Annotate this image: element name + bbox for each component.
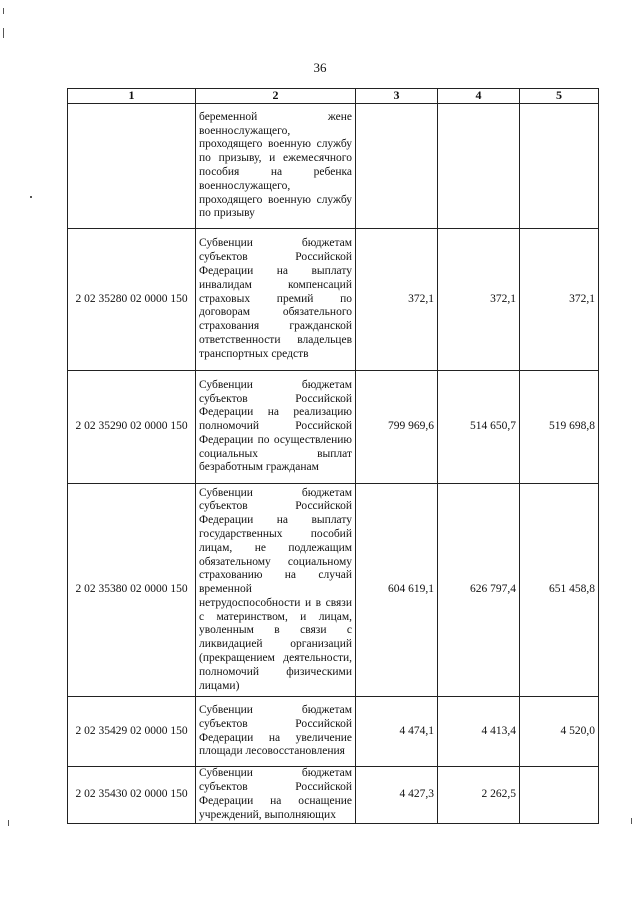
budget-code [68, 104, 196, 229]
table-row [68, 229, 599, 371]
value-col-4: 4 413,4 [438, 697, 520, 767]
value-col-3: 799 969,6 [356, 371, 438, 484]
value-col-3: 4 427,3 [356, 767, 438, 824]
value-col-4: 514 650,7 [438, 371, 520, 484]
scan-speck [3, 8, 4, 14]
page-number: 36 [313, 60, 327, 75]
value-col-3 [356, 104, 438, 229]
value-col-5: 4 520,0 [520, 697, 599, 767]
budget-table [67, 88, 599, 824]
row-description: Субвенции бюджетам субъектов Российской Федерации на увеличение площади лесовосстановления [199, 703, 352, 758]
scan-speck [631, 818, 632, 824]
value-col-4: 372,1 [438, 229, 520, 371]
table-row [68, 767, 599, 824]
column-header: 4 [438, 89, 520, 104]
value-col-3: 4 474,1 [356, 697, 438, 767]
column-header: 3 [356, 89, 438, 104]
value-col-4: 2 262,5 [438, 767, 520, 824]
table-row [68, 371, 599, 484]
value-col-3: 372,1 [356, 229, 438, 371]
value-col-4: 626 797,4 [438, 484, 520, 697]
budget-code: 2 02 35280 02 0000 150 [68, 229, 196, 371]
column-header: 1 [68, 89, 196, 104]
scan-speck [8, 820, 9, 826]
row-description: Субвенции бюджетам субъектов Российской Федерации на оснащение учреждений, выполняющих [199, 767, 352, 821]
value-col-5: 519 698,8 [520, 371, 599, 484]
budget-code: 2 02 35430 02 0000 150 [68, 767, 196, 824]
budget-code: 2 02 35290 02 0000 150 [68, 371, 196, 484]
budget-code: 2 02 35380 02 0000 150 [68, 484, 196, 697]
table-row [68, 104, 599, 229]
row-description: беременной жене военнослужащего, проходящего военную службу по призыву, и ежемесячного пособия на ребенка военнослужащего, проходящего военную службу по призыву [199, 110, 352, 220]
value-col-5 [520, 767, 599, 824]
value-col-3: 604 619,1 [356, 484, 438, 697]
scan-speck [3, 28, 4, 38]
value-col-5: 372,1 [520, 229, 599, 371]
budget-code: 2 02 35429 02 0000 150 [68, 697, 196, 767]
table-header-row [68, 89, 599, 104]
column-header: 2 [196, 89, 356, 104]
scan-speck [30, 196, 32, 198]
value-col-5 [520, 104, 599, 229]
table-row [68, 484, 599, 697]
column-header: 5 [520, 89, 599, 104]
row-description: Субвенции бюджетам субъектов Российской Федерации на реализацию полномочий Российской Федерации по осуществлению социальных выплат безработным гражданам [199, 378, 352, 474]
value-col-4 [438, 104, 520, 229]
table-row [68, 697, 599, 767]
value-col-5: 651 458,8 [520, 484, 599, 697]
row-description: Субвенции бюджетам субъектов Российской Федерации на выплату инвалидам компенсаций страховых премий по договорам обязательного страхования гражданской ответственности владельцев транспортных средств [199, 237, 352, 360]
row-description: Субвенции бюджетам субъектов Российской Федерации на выплату государственных пособий лицам, не подлежащим обязательному социальному страхованию на случай временной нетрудоспособности и в связи с материнством, и лицам, уволенным в связи с ликвидацией организаций (прекращением деятельности, полномочий физическими лицами) [199, 486, 352, 692]
